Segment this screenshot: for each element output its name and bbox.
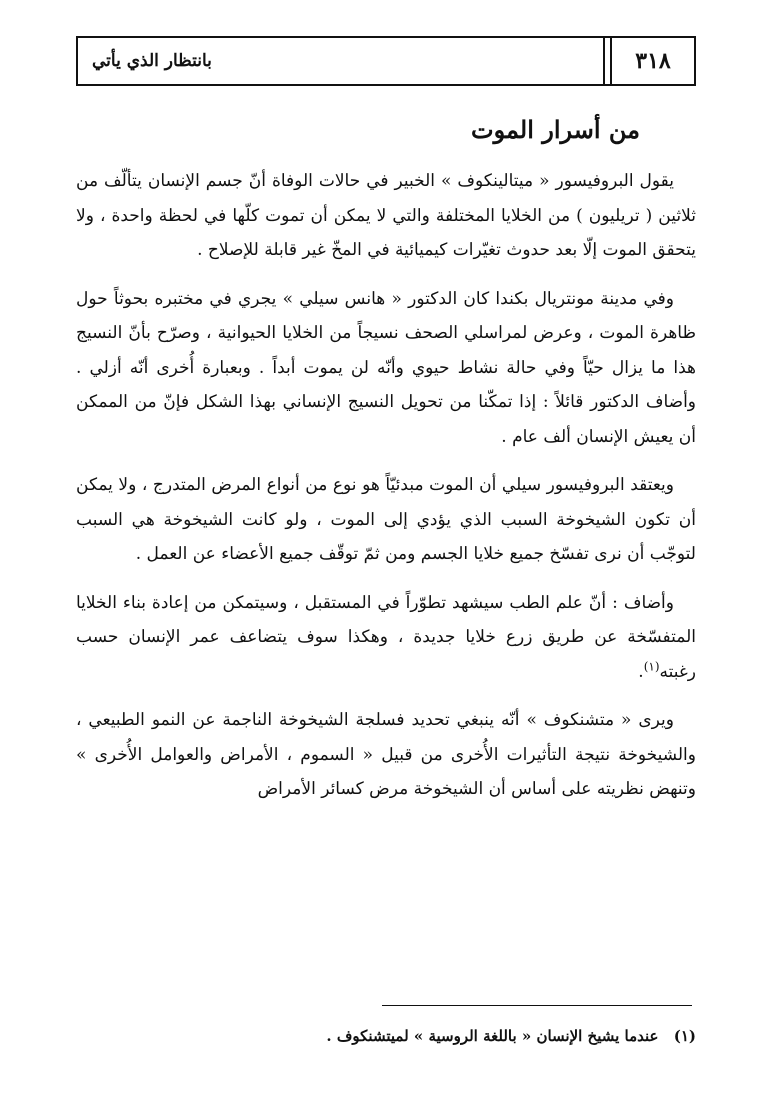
paragraph: وأضاف : أنّ علم الطب سيشهد تطوّراً في المستقبل ، وسيتمكن من إعادة بناء الخلايا المتفسّخة عن طريق زرع خلايا جديدة ، وهكذا سوف يتضاعف عمر الإنسان حسب رغبته$^{(١)}$. — [76, 592, 696, 682]
header-divider — [603, 38, 605, 84]
paragraph-text: وأضاف : أنّ علم الطب سيشهد تطوّراً في المستقبل ، وسيتمكن من إعادة بناء الخلايا المتفسّخة عن طريق زرع خلايا جديدة ، وهكذا سوف يتضاعف عمر الإنسان حسب رغبته — [76, 592, 696, 682]
footnote-text: عندما يشيخ الإنسان « باللغة الروسية » لميتشنكوف . — [326, 1027, 659, 1045]
footnote — [76, 1022, 696, 1050]
page-number: ٣١٨ — [635, 48, 671, 74]
footnote-marker[interactable]: (١) — [643, 658, 660, 673]
paragraph: وفي مدينة مونتريال بكندا كان الدكتور « هانس سيلي » يجري في مختبره بحوثاً حول ظاهرة الموت ، وعرض لمراسلي الصحف نسيجاً من الخلايا الحيوانية ، وصرّح بأنّ النسيج هذا ما يزال حيّاً وفي حالة نشاط حيوي وأنّه لن يموت أبداً . وبعبارة أُخرى أنّه أزلي . وأضاف الدكتور قائلاً : إذا تمكّنا من تحويل النسيج الإنساني بهذا الشكل فإنّ من الممكن أن يعيش الإنسان ألف عام . — [76, 288, 696, 447]
footnote-divider — [382, 1005, 692, 1006]
paragraph: يقول البروفيسور « ميتالينكوف » الخبير في حالات الوفاة أنّ جسم الإنسان يتألّف من ثلاثين ( تريليون ) من الخلايا المختلفة والتي لا يمكن أن تموت كلّها في لحظة واحدة ، ولا يتحقق الموت إلّا بعد حدوث تغيّرات كيميائية في المخّ غير قابلة للإصلاح . — [76, 171, 696, 260]
running-title: بانتظار الذي يأتي — [92, 51, 212, 71]
page-body — [76, 110, 696, 821]
paragraph: ويعتقد البروفيسور سيلي أن الموت مبدئيّاً هو نوع من أنواع المرض المتدرج ، ولا يمكن أن تكون الشيخوخة السبب الذي يؤدي إلى الموت ، ولو كانت الشيخوخة هي السبب لتوجّب أن نرى تفسّخ جميع خلايا الجسم ومن ثمّ توقّف جميع الأعضاء عن العمل . — [76, 475, 696, 564]
header-divider — [610, 38, 612, 84]
footnote-number: (١) — [673, 1027, 696, 1045]
paragraph: ويرى « متشنكوف » أنّه ينبغي تحديد فسلجة الشيخوخة الناجمة عن النمو الطبيعي ، والشيخوخة نتيجة التأثيرات الأُخرى من قبيل « السموم ، الأمراض والعوامل الأُخرى » وتنهض نظريته على أساس أن الشيخوخة مرض كسائر الأمراض — [76, 710, 696, 799]
section-title: من أسرار الموت — [471, 115, 640, 144]
running-header — [76, 36, 696, 86]
